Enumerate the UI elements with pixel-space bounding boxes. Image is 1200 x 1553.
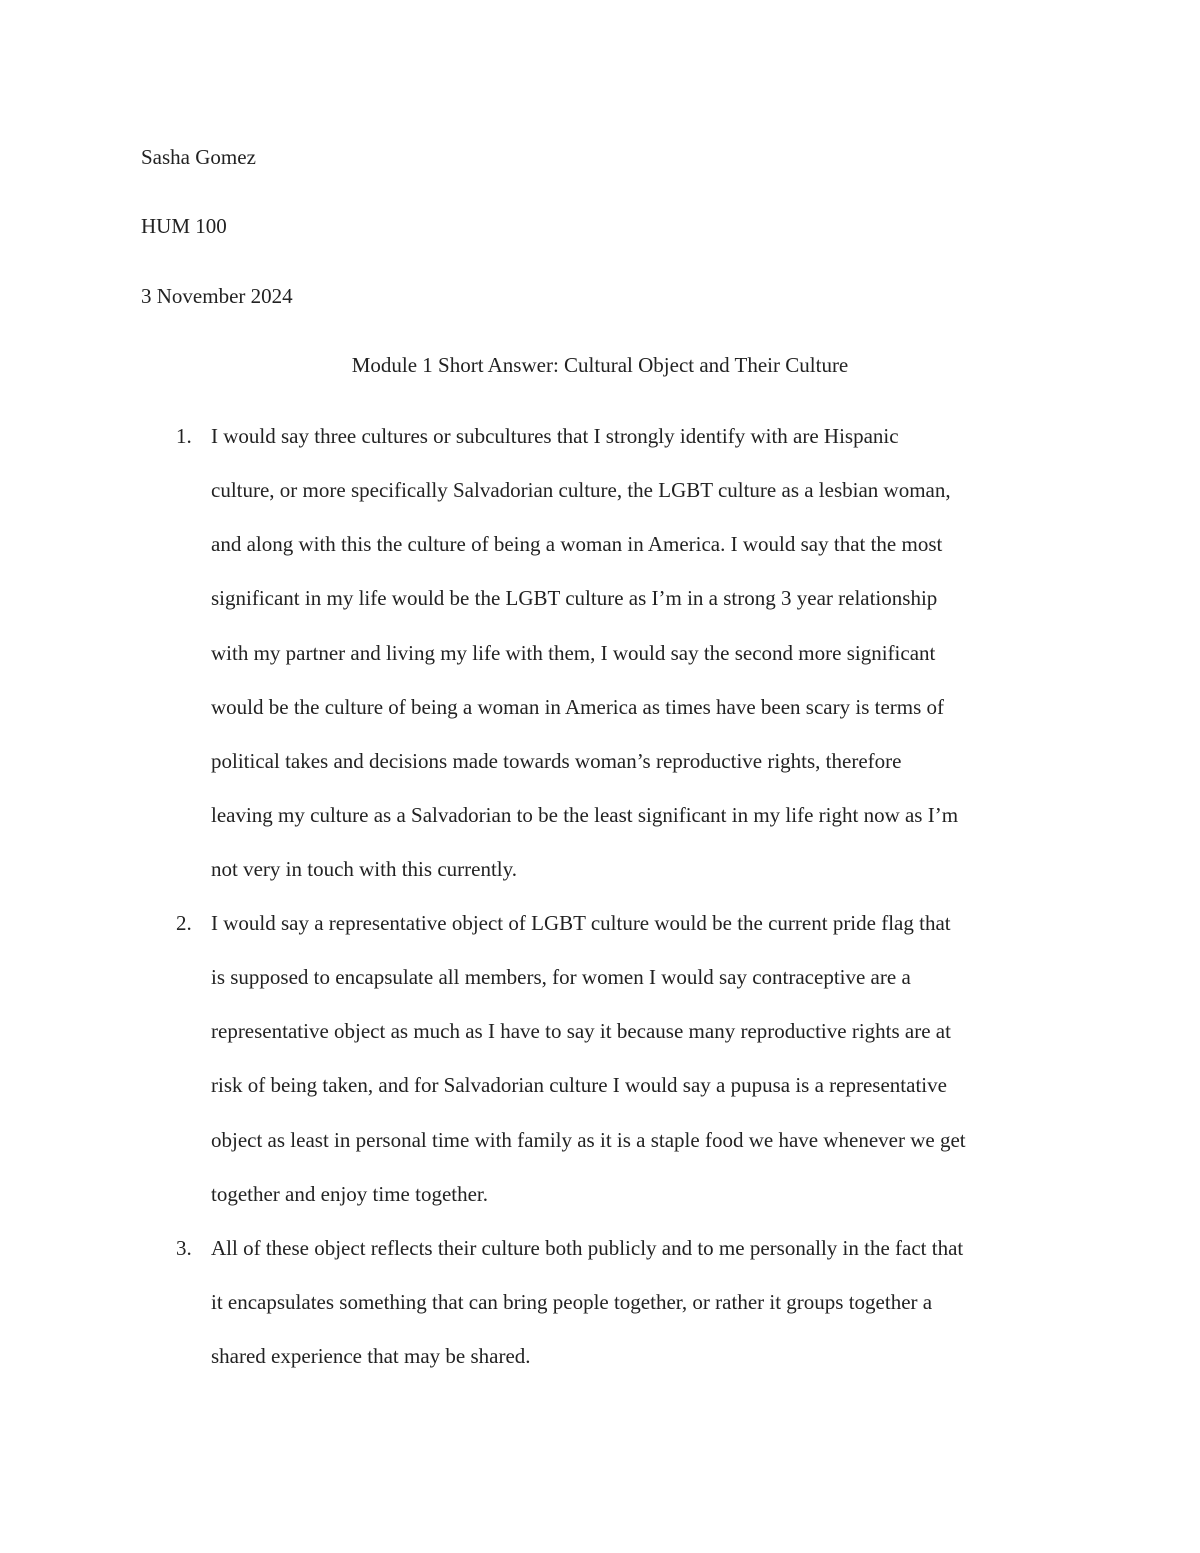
answer-line: culture, or more specifically Salvadorian culture, the LGBT culture as a lesbian woman, bbox=[211, 478, 951, 502]
answer-line: together and enjoy time together. bbox=[211, 1182, 488, 1206]
document-title: Module 1 Short Answer: Cultural Object and Their Culture bbox=[351, 353, 849, 377]
answer-line: I would say a representative object of LGBT culture would be the current pride flag that bbox=[211, 911, 951, 935]
list-number: 3. bbox=[176, 1236, 192, 1260]
answer-line: representative object as much as I have to say it because many reproductive rights are at bbox=[211, 1019, 951, 1043]
answer-line: object as least in personal time with family as it is a staple food we have whenever we get bbox=[211, 1128, 966, 1152]
answer-line: and along with this the culture of being a woman in America. I would say that the most bbox=[211, 532, 943, 556]
answer-line: All of these object reflects their culture both publicly and to me personally in the fact that bbox=[211, 1236, 964, 1260]
list-number: 2. bbox=[176, 911, 192, 935]
answer-line: with my partner and living my life with them, I would say the second more significant bbox=[211, 641, 936, 665]
answer-line: shared experience that may be shared. bbox=[211, 1344, 531, 1368]
course-name: HUM 100 bbox=[141, 214, 227, 238]
answer-line: leaving my culture as a Salvadorian to be the least significant in my life right now as I’m bbox=[211, 803, 959, 827]
answer-line: would be the culture of being a woman in America as times have been scary is terms of bbox=[211, 695, 945, 719]
answer-line: it encapsulates something that can bring people together, or rather it groups together a bbox=[211, 1290, 933, 1314]
list-number: 1. bbox=[176, 424, 192, 448]
document-date: 3 November 2024 bbox=[141, 284, 293, 308]
answer-line: risk of being taken, and for Salvadorian culture I would say a pupusa is a representative bbox=[211, 1073, 947, 1097]
author-name: Sasha Gomez bbox=[141, 145, 256, 169]
answer-line: political takes and decisions made towards woman’s reproductive rights, therefore bbox=[211, 749, 902, 773]
answer-line: is supposed to encapsulate all members, for women I would say contraceptive are a bbox=[211, 965, 911, 989]
answer-line: not very in touch with this currently. bbox=[211, 857, 517, 881]
answer-line: I would say three cultures or subcultures that I strongly identify with are Hispanic bbox=[211, 424, 899, 448]
answer-line: significant in my life would be the LGBT culture as I’m in a strong 3 year relationship bbox=[211, 586, 938, 610]
